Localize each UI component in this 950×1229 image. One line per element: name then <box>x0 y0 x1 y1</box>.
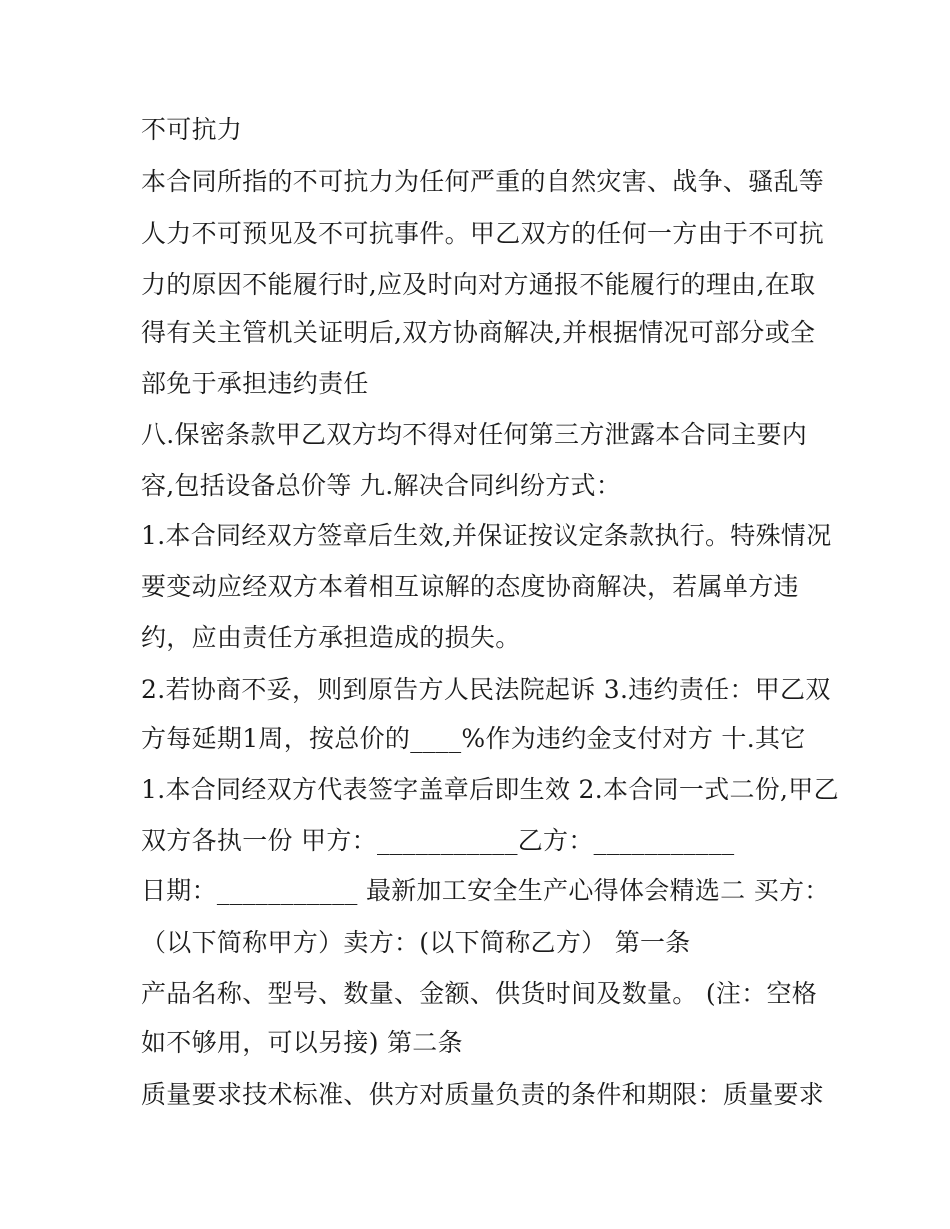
text-line: 容,包括设备总价等 九.解决合同纠纷方式： <box>141 471 622 500</box>
text-line: （以下简称甲方）卖方：(以下简称乙方） 第一条 <box>141 928 691 957</box>
text-line: 不可抗力 <box>141 115 243 144</box>
text-line: 日期：___________ 最新加工安全生产心得体会精选二 买方： <box>141 876 830 905</box>
text-line: 产品名称、型号、数量、金额、供货时间及数量。 (注：空格 <box>141 979 818 1008</box>
text-line: 质量要求技术标准、供方对质量负责的条件和期限：质量要求 <box>141 1080 825 1109</box>
text-line: 2.若协商不妥，则到原告方人民法院起诉 3.违约责任：甲乙双 <box>141 675 831 704</box>
text-line: 方每延期1周，按总价的____%作为违约金支付对方 十.其它 <box>141 724 806 753</box>
text-line: 如不够用，可以另接) 第二条 <box>141 1028 463 1057</box>
text-line: 部免于承担违约责任 <box>141 369 369 398</box>
text-line: 约，应由责任方承担造成的损失。 <box>141 623 521 652</box>
text-line: 1.本合同经双方代表签字盖章后即生效 2.本合同一式二份,甲乙 <box>141 775 839 804</box>
text-line: 要变动应经双方本着相互谅解的态度协商解决，若属单方违 <box>141 572 799 601</box>
text-line: 人力不可预见及不可抗事件。甲乙双方的任何一方由于不可抗 <box>141 219 825 248</box>
text-line: 八.保密条款甲乙双方均不得对任何第三方泄露本合同主要内 <box>141 420 808 449</box>
text-line: 本合同所指的不可抗力为任何严重的自然灾害、战争、骚乱等 <box>141 167 825 196</box>
text-line: 得有关主管机关证明后,双方协商解决,并根据情况可部分或全 <box>141 318 816 347</box>
text-line: 双方各执一份 甲方：___________乙方：___________ <box>141 826 735 855</box>
text-line: 1.本合同经双方签章后生效,并保证按议定条款执行。特殊情况 <box>141 521 832 550</box>
text-line: 力的原因不能履行时,应及时向对方通报不能履行的理由,在取 <box>141 270 816 299</box>
